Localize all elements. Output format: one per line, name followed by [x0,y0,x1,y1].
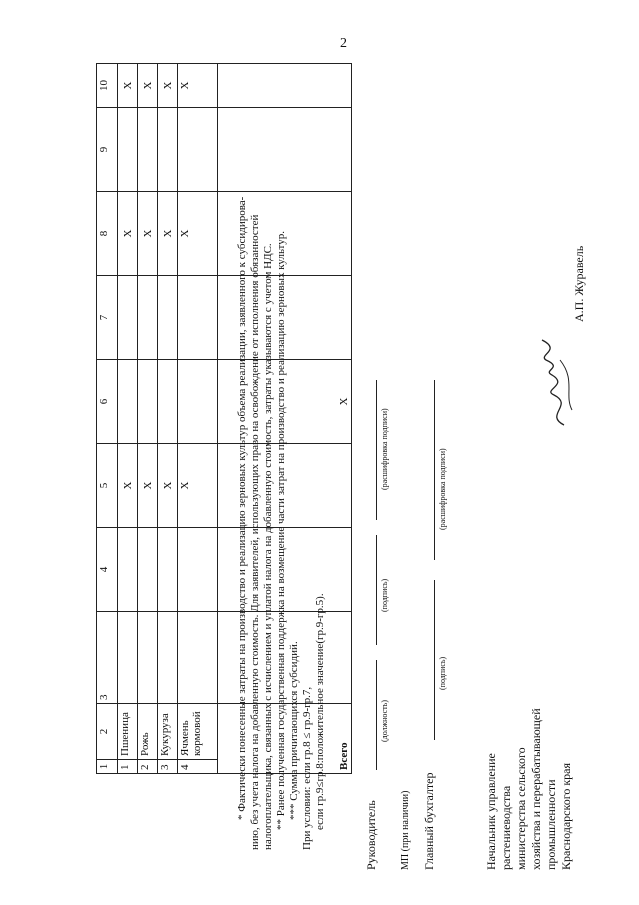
stamp-label: МП (при наличии) [400,790,411,870]
header-cell: 8 [97,192,118,276]
page-number: 2 [340,36,347,51]
header-cell: 5 [97,444,118,528]
position-caption: (должность) [380,700,389,742]
table-row [138,64,158,774]
table-cell [118,360,138,444]
table-row [178,64,218,774]
condition-line-2: если гр.9≤гр.8:положительное значение(гр.9-гр.5). [314,593,326,830]
table-cell: X [118,64,138,108]
table-cell: X [118,192,138,276]
footnote-1-cont: нию, без учета налога на добавленную стоимость. Для заявителей, использующих право на освобождение от исполнения обязанностей [249,214,261,850]
table-cell [178,612,218,704]
row-number: 4 [178,760,218,774]
table-cell: X [158,192,178,276]
table-cell [158,276,178,360]
table-cell [158,360,178,444]
total-mark: X [218,360,352,444]
signature-block [360,270,450,870]
header-cell: 9 [97,108,118,192]
footnotes [236,60,356,850]
signer-name: А.П. Журавель [572,245,586,322]
table-cell [178,360,218,444]
acc-signature-line [434,580,435,740]
table-row [118,64,138,774]
table-cell [118,528,138,612]
acc-signature-caption: (подпись) [438,656,447,690]
crop-name: Кукуруза [158,704,178,760]
table-cell [178,108,218,192]
table-cell [138,276,158,360]
ministry-line: хозяйства и перерабатывающей [529,708,543,870]
footnote-3: *** Сумма причитающихся субсидий. [288,641,300,820]
header-cell: 7 [97,276,118,360]
condition-line-1: При условии: если гр.8 ≤ гр.9-гр.7, [301,686,313,850]
row-number: 1 [118,760,138,774]
signature-line [376,535,377,645]
table-cell [118,276,138,360]
table-cell [158,528,178,612]
footnote-2: ** Ранее полученная государственная поддержка на возмещение части затрат на производство и реализацию зерновых культур. [275,231,287,830]
footnote-1: * Фактически понесенные затраты на производство и реализацию зерновых культур объема реализации, заявленного к субсидирова- [236,196,248,820]
table-cell [138,360,158,444]
table-cell [118,612,138,704]
approval-block [470,180,600,870]
table-cell: X [178,444,218,528]
table-cell [158,612,178,704]
accountant-label: Главный бухгалтер [422,772,436,870]
head-label: Руководитель [364,800,378,870]
header-cell: 2 [97,704,118,760]
decode-line [376,380,377,520]
total-label: Всего [218,704,352,774]
table-cell [158,108,178,192]
table-cell: X [138,192,158,276]
table-cell [138,108,158,192]
table-cell [138,612,158,704]
table-cell: X [158,64,178,108]
table-cell: X [138,444,158,528]
header-row [97,64,118,774]
table-cell [118,108,138,192]
table-cell [178,528,218,612]
crop-name: Рожь [138,704,158,760]
position-line [376,660,377,770]
crop-name: Ячмень кормовой [178,704,218,760]
table-cell: X [158,444,178,528]
table-cell [178,276,218,360]
header-cell: 10 [97,64,118,108]
ministry-line: растениеводства [499,785,513,870]
decode-caption: (расшифровка подписи) [380,408,389,490]
ministry-line: промышленности [544,779,558,870]
table-cell [138,528,158,612]
header-cell: 1 [97,760,118,774]
footnote-1-cont2: налогоплательщика, связанных с исчислением и уплатой налога на добавленную стоимость, затраты указываются с учетом НДС. [262,243,274,850]
row-number: 3 [158,760,178,774]
acc-decode-caption: (расшифровка подписи) [438,448,447,530]
table-row [158,64,178,774]
header-cell: 4 [97,528,118,612]
crop-name: Пшеница [118,704,138,760]
table-cell: X [178,64,218,108]
header-cell: 6 [97,360,118,444]
header-cell: 3 [97,612,118,704]
ministry-line: Начальник управление [484,753,498,870]
ministry-line: министерства сельского [514,747,528,870]
table-cell: X [118,444,138,528]
table-cell: X [178,192,218,276]
signature-caption: (подпись) [380,578,389,612]
row-number: 2 [138,760,158,774]
ministry-line: Краснодарского края [559,762,573,870]
handwritten-signature [534,335,584,430]
table-cell: X [138,64,158,108]
acc-decode-line [434,380,435,560]
